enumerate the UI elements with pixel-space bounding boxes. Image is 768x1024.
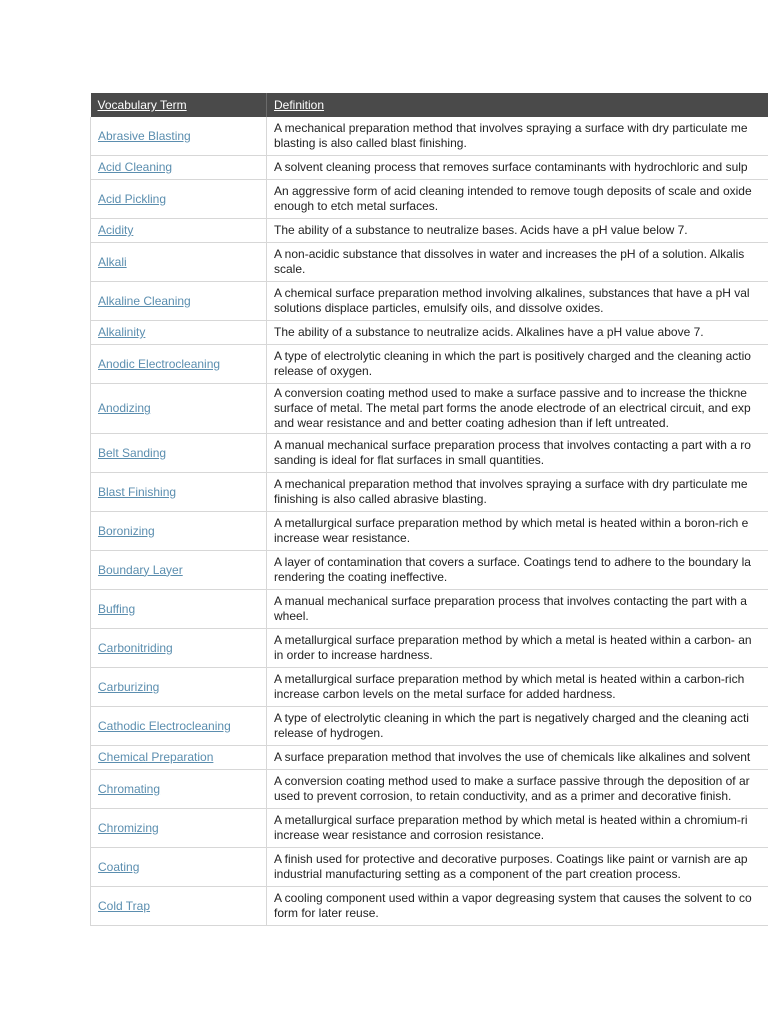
term-cell [91, 746, 267, 770]
term-link[interactable]: Cold Trap [98, 898, 151, 913]
term-link[interactable]: Carburizing [98, 679, 160, 694]
term-cell [91, 770, 267, 809]
definition-text: A conversion coating method used to make a surface passive through the deposition of ar [274, 774, 750, 788]
table-row [91, 809, 768, 848]
term-cell [91, 707, 267, 746]
table-row [91, 243, 768, 282]
term-link[interactable]: Boundary Layer [98, 562, 183, 577]
definition-text: finishing is also called abrasive blasting. [274, 492, 487, 506]
definition-cell [267, 770, 768, 809]
definition-text: A layer of contamination that covers a surface. Coatings tend to adhere to the boundary la [274, 555, 751, 569]
term-cell [91, 180, 267, 219]
term-link[interactable]: Alkaline Cleaning [98, 293, 191, 308]
table-row [91, 321, 768, 345]
term-cell [91, 668, 267, 707]
table-row [91, 384, 768, 434]
term-link[interactable]: Chromizing [98, 820, 159, 835]
term-link[interactable]: Belt Sanding [98, 445, 167, 460]
term-cell [91, 384, 267, 434]
definition-text: The ability of a substance to neutralize bases. Acids have a pH value below 7. [274, 223, 688, 237]
table-row [91, 770, 768, 809]
definition-text: A surface preparation method that involves the use of chemicals like alkalines and solvent [274, 750, 751, 764]
term-link[interactable]: Chromating [98, 781, 161, 796]
term-cell [91, 243, 267, 282]
definition-text: scale. [274, 262, 306, 276]
vocabulary-table-container [90, 93, 768, 926]
term-cell [91, 345, 267, 384]
definition-text: A mechanical preparation method that involves spraying a surface with dry particulate me [274, 121, 748, 135]
definition-cell [267, 282, 768, 321]
table-row [91, 668, 768, 707]
definition-text: A manual mechanical surface preparation process that involves contacting the part with a [274, 594, 747, 608]
table-row [91, 156, 768, 180]
definition-text: A metallurgical surface preparation method by which metal is heated within a boron-rich e [274, 516, 749, 530]
definition-cell [267, 243, 768, 282]
definition-text: A conversion coating method used to make a surface passive and to increase the thickne [274, 386, 747, 400]
definition-text: surface of metal. The metal part forms the anode electrode of an electrical circuit, and exp [274, 401, 751, 415]
term-cell [91, 590, 267, 629]
table-row [91, 512, 768, 551]
vocabulary-table [90, 93, 768, 926]
table-header-row [91, 93, 768, 117]
table-body [91, 117, 768, 926]
term-link[interactable]: Boronizing [98, 523, 155, 538]
term-cell [91, 434, 267, 473]
definition-text: industrial manufacturing setting as a component of the part creation process. [274, 867, 681, 881]
definition-text: release of oxygen. [274, 364, 373, 378]
definition-cell [267, 848, 768, 887]
definition-cell [267, 887, 768, 926]
table-row [91, 434, 768, 473]
definition-cell [267, 219, 768, 243]
definition-text: A mechanical preparation method that involves spraying a surface with dry particulate me [274, 477, 748, 491]
term-cell [91, 219, 267, 243]
definition-text: A metallurgical surface preparation method by which metal is heated within a chromium-ri [274, 813, 748, 827]
term-link[interactable]: Acidity [98, 223, 134, 237]
definition-text: and wear resistance and and better coating adhesion than if left untreated. [274, 416, 669, 430]
term-cell [91, 809, 267, 848]
table-row [91, 746, 768, 770]
term-link[interactable]: Blast Finishing [98, 484, 177, 499]
definition-text: solutions displace particles, emulsify oils, and dissolve oxides. [274, 301, 604, 315]
definition-text: A metallurgical surface preparation method by which a metal is heated within a carbon- an [274, 633, 752, 647]
term-cell [91, 512, 267, 551]
definition-cell [267, 551, 768, 590]
definition-text: release of hydrogen. [274, 726, 384, 740]
definition-text: A type of electrolytic cleaning in which the part is negatively charged and the cleaning acti [274, 711, 749, 725]
definition-cell [267, 156, 768, 180]
definition-cell [267, 512, 768, 551]
term-cell [91, 156, 267, 180]
term-cell [91, 282, 267, 321]
definition-cell [267, 809, 768, 848]
definition-cell [267, 434, 768, 473]
definition-text: form for later reuse. [274, 906, 379, 920]
term-cell [91, 473, 267, 512]
definition-cell [267, 117, 768, 156]
definition-text: in order to increase hardness. [274, 648, 433, 662]
header-definition[interactable]: Definition [267, 93, 768, 117]
term-link[interactable]: Acid Cleaning [98, 160, 173, 174]
definition-text: used to prevent corrosion, to retain conductivity, and as a primer and decorative finish. [274, 789, 732, 803]
definition-cell [267, 668, 768, 707]
table-row [91, 117, 768, 156]
term-cell [91, 321, 267, 345]
definition-text: increase wear resistance. [274, 531, 411, 545]
term-cell [91, 848, 267, 887]
header-vocabulary-term[interactable]: Vocabulary Term [91, 93, 267, 117]
definition-text: A manual mechanical surface preparation process that involves contacting a part with a ro [274, 438, 751, 452]
term-link[interactable]: Cathodic Electrocleaning [98, 718, 231, 733]
definition-cell [267, 746, 768, 770]
table-row [91, 219, 768, 243]
definition-text: blasting is also called blast finishing. [274, 136, 467, 150]
definition-text: increase wear resistance and corrosion resistance. [274, 828, 545, 842]
definition-cell [267, 321, 768, 345]
term-link[interactable]: Anodic Electrocleaning [98, 356, 221, 371]
definition-cell [267, 384, 768, 434]
definition-cell [267, 345, 768, 384]
table-row [91, 345, 768, 384]
definition-text: The ability of a substance to neutralize acids. Alkalines have a pH value above 7. [274, 325, 704, 339]
term-cell [91, 887, 267, 926]
definition-cell [267, 180, 768, 219]
table-row [91, 848, 768, 887]
term-link[interactable]: Buffing [98, 601, 136, 616]
definition-text: increase carbon levels on the metal surface for added hardness. [274, 687, 616, 701]
term-link[interactable]: Coating [98, 859, 140, 874]
table-row [91, 282, 768, 321]
table-row [91, 551, 768, 590]
definition-cell [267, 590, 768, 629]
definition-cell [267, 473, 768, 512]
definition-text: A non-acidic substance that dissolves in water and increases the pH of a solution. Alkalis [274, 247, 745, 261]
definition-text: An aggressive form of acid cleaning intended to remove tough deposits of scale and oxide [274, 184, 752, 198]
definition-cell [267, 629, 768, 668]
table-row [91, 473, 768, 512]
term-link[interactable]: Abrasive Blasting [98, 128, 191, 143]
term-link[interactable]: Anodizing [98, 401, 151, 415]
definition-text: A cooling component used within a vapor degreasing system that causes the solvent to co [274, 891, 752, 905]
term-cell [91, 117, 267, 156]
definition-text: rendering the coating ineffective. [274, 570, 448, 584]
term-link[interactable]: Chemical Preparation [98, 750, 214, 764]
term-cell [91, 629, 267, 668]
table-row [91, 629, 768, 668]
definition-text: wheel. [274, 609, 309, 623]
table-row [91, 887, 768, 926]
table-row [91, 590, 768, 629]
definition-text: A metallurgical surface preparation method by which metal is heated within a carbon-rich [274, 672, 745, 686]
term-link[interactable]: Alkalinity [98, 325, 146, 339]
term-cell [91, 551, 267, 590]
definition-text: A finish used for protective and decorative purposes. Coatings like paint or varnish are ap [274, 852, 748, 866]
definition-text: A chemical surface preparation method involving alkalines, substances that have a pH val [274, 286, 750, 300]
table-row [91, 180, 768, 219]
definition-text: enough to etch metal surfaces. [274, 199, 439, 213]
term-link[interactable]: Carbonitriding [98, 640, 173, 655]
table-row [91, 707, 768, 746]
term-link[interactable]: Acid Pickling [98, 191, 167, 206]
definition-text: A solvent cleaning process that removes surface contaminants with hydrochloric and sulp [274, 160, 748, 174]
definition-text: sanding is ideal for flat surfaces in small quantities. [274, 453, 545, 467]
definition-text: A type of electrolytic cleaning in which the part is positively charged and the cleaning actio [274, 349, 751, 363]
term-link[interactable]: Alkali [98, 254, 127, 269]
definition-cell [267, 707, 768, 746]
